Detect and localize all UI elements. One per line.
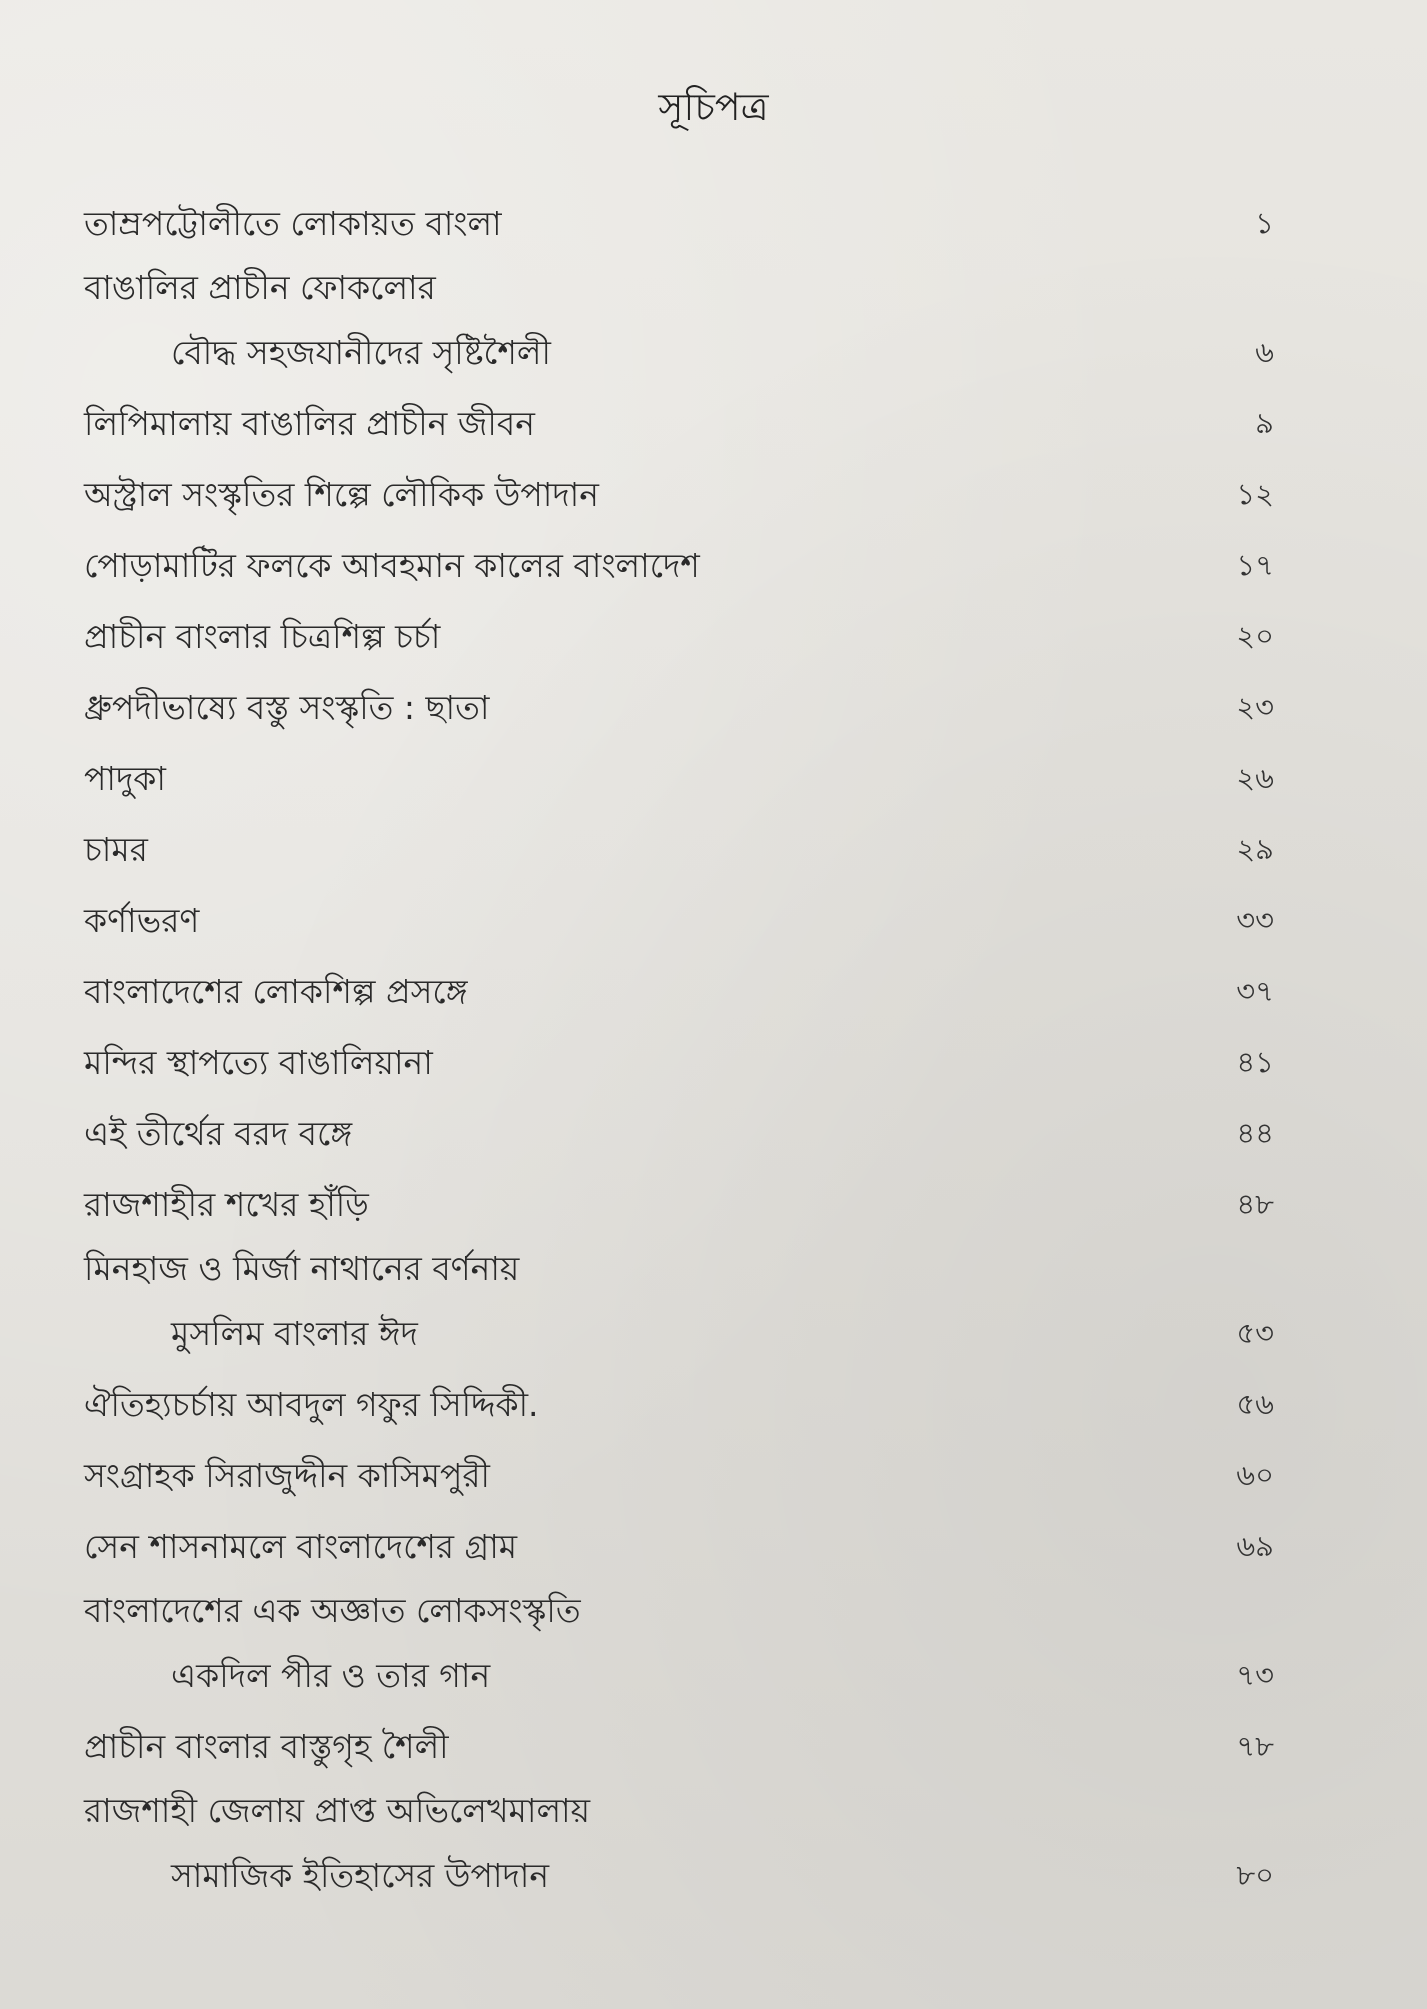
toc-page-number: ২৩	[1236, 690, 1274, 724]
toc-entry-title: সংগ্রাহক সিরাজুদ্দীন কাসিমপুরী	[84, 1456, 490, 1495]
toc-entry-title: বাঙালির প্রাচীন ফোকলোর	[84, 268, 436, 307]
toc-entry	[84, 1440, 1274, 1511]
toc-entry	[84, 1169, 1274, 1240]
toc-entry	[84, 1027, 1274, 1098]
toc-page-number: ৪৪	[1236, 1116, 1274, 1150]
toc-page-number: ৩৩	[1236, 903, 1274, 937]
toc-entry	[84, 885, 1274, 956]
toc-page-number: ৫৩	[1236, 1316, 1274, 1350]
toc-entry-subtitle: বৌদ্ধ সহজযানীদের সৃষ্টিশৈলী	[171, 333, 551, 372]
toc-entry-title: মন্দির স্থাপত্যে বাঙালিয়ানা	[84, 1043, 433, 1082]
toc-entry-subtitle: একদিল পীর ও তার গান	[171, 1656, 491, 1695]
toc-page-number: ৬০	[1236, 1458, 1274, 1492]
toc-page-number: ৮০	[1236, 1858, 1274, 1892]
toc-entry-title: প্রাচীন বাংলার চিত্রশিল্প চর্চা	[84, 617, 441, 656]
toc-page-number: ৩৭	[1236, 974, 1274, 1008]
toc-entry-title: ধ্রুপদীভাষ্যে বস্তু সংস্কৃতি : ছাতা	[84, 688, 490, 727]
toc-entry-title: রাজশাহী জেলায় প্রাপ্ত অভিলেখমালায়	[84, 1791, 591, 1830]
toc-page-number: ৫৬	[1236, 1387, 1274, 1421]
toc-entry-title: সেন শাসনামলে বাংলাদেশের গ্রাম	[84, 1527, 518, 1566]
toc-entry	[84, 672, 1274, 743]
toc-entry-title: প্রাচীন বাংলার বাস্তুগৃহ শৈলী	[84, 1727, 449, 1766]
toc-page-number: ৪১	[1236, 1045, 1274, 1079]
table-of-contents	[84, 188, 1274, 1911]
toc-entry-title: বাংলাদেশের লোকশিল্প প্রসঙ্গে	[84, 972, 468, 1011]
toc-page-number: ৭৮	[1236, 1729, 1274, 1763]
toc-page-number: ১২	[1236, 477, 1274, 511]
toc-entry-title: মিনহাজ ও মির্জা নাথানের বর্ণনায়	[84, 1249, 520, 1288]
toc-entry	[84, 1782, 1274, 1911]
toc-entry-title: কর্ণাভরণ	[84, 901, 200, 940]
toc-entry	[84, 814, 1274, 885]
toc-entry	[84, 1711, 1274, 1782]
toc-entry	[84, 1511, 1274, 1582]
toc-entry	[84, 1098, 1274, 1169]
toc-entry	[84, 188, 1274, 259]
toc-entry	[84, 1582, 1274, 1711]
toc-entry	[84, 1240, 1274, 1369]
toc-page-number: ২৬	[1236, 761, 1274, 795]
toc-page-number: ২০	[1236, 619, 1274, 653]
toc-entry	[84, 601, 1274, 672]
toc-entry	[84, 459, 1274, 530]
toc-page-number: ৬৯	[1236, 1529, 1274, 1563]
toc-entry-subtitle: মুসলিম বাংলার ঈদ	[171, 1314, 418, 1353]
toc-entry-title: ঐতিহ্যচর্চায় আবদুল গফুর সিদ্দিকী.	[84, 1385, 539, 1424]
toc-entry-title: পোড়ামাটির ফলকে আবহমান কালের বাংলাদেশ	[84, 546, 700, 585]
toc-entry-title: অস্ট্রাল সংস্কৃতির শিল্পে লৌকিক উপাদান	[84, 475, 599, 514]
toc-entry-title: লিপিমালায় বাঙালির প্রাচীন জীবন	[84, 404, 535, 443]
toc-page-number: ৭৩	[1236, 1658, 1274, 1692]
toc-entry	[84, 259, 1274, 388]
toc-entry-subtitle: সামাজিক ইতিহাসের উপাদান	[171, 1856, 550, 1895]
toc-page-number: ১৭	[1236, 548, 1274, 582]
toc-entry	[84, 388, 1274, 459]
toc-entry-title: বাংলাদেশের এক অজ্ঞাত লোকসংস্কৃতি	[84, 1591, 581, 1630]
toc-entry-title: চামর	[84, 830, 148, 869]
toc-entry	[84, 956, 1274, 1027]
toc-page-number: ৯	[1255, 406, 1274, 440]
toc-entry-title: পাদুকা	[84, 759, 166, 798]
toc-entry	[84, 1369, 1274, 1440]
toc-entry-title: রাজশাহীর শখের হাঁড়ি	[84, 1185, 369, 1224]
toc-page-number: ৪৮	[1236, 1187, 1274, 1221]
toc-entry-title: তাম্রপট্টোলীতে লোকায়ত বাংলা	[84, 204, 502, 243]
toc-page-number: ৬	[1255, 335, 1274, 369]
toc-entry-title: এই তীর্থের বরদ বঙ্গে	[84, 1114, 353, 1153]
toc-page-number: ২৯	[1236, 832, 1274, 866]
toc-entry	[84, 743, 1274, 814]
toc-page-number: ১	[1255, 206, 1274, 240]
page-title: সূচিপত্র	[658, 85, 769, 129]
toc-entry	[84, 530, 1274, 601]
